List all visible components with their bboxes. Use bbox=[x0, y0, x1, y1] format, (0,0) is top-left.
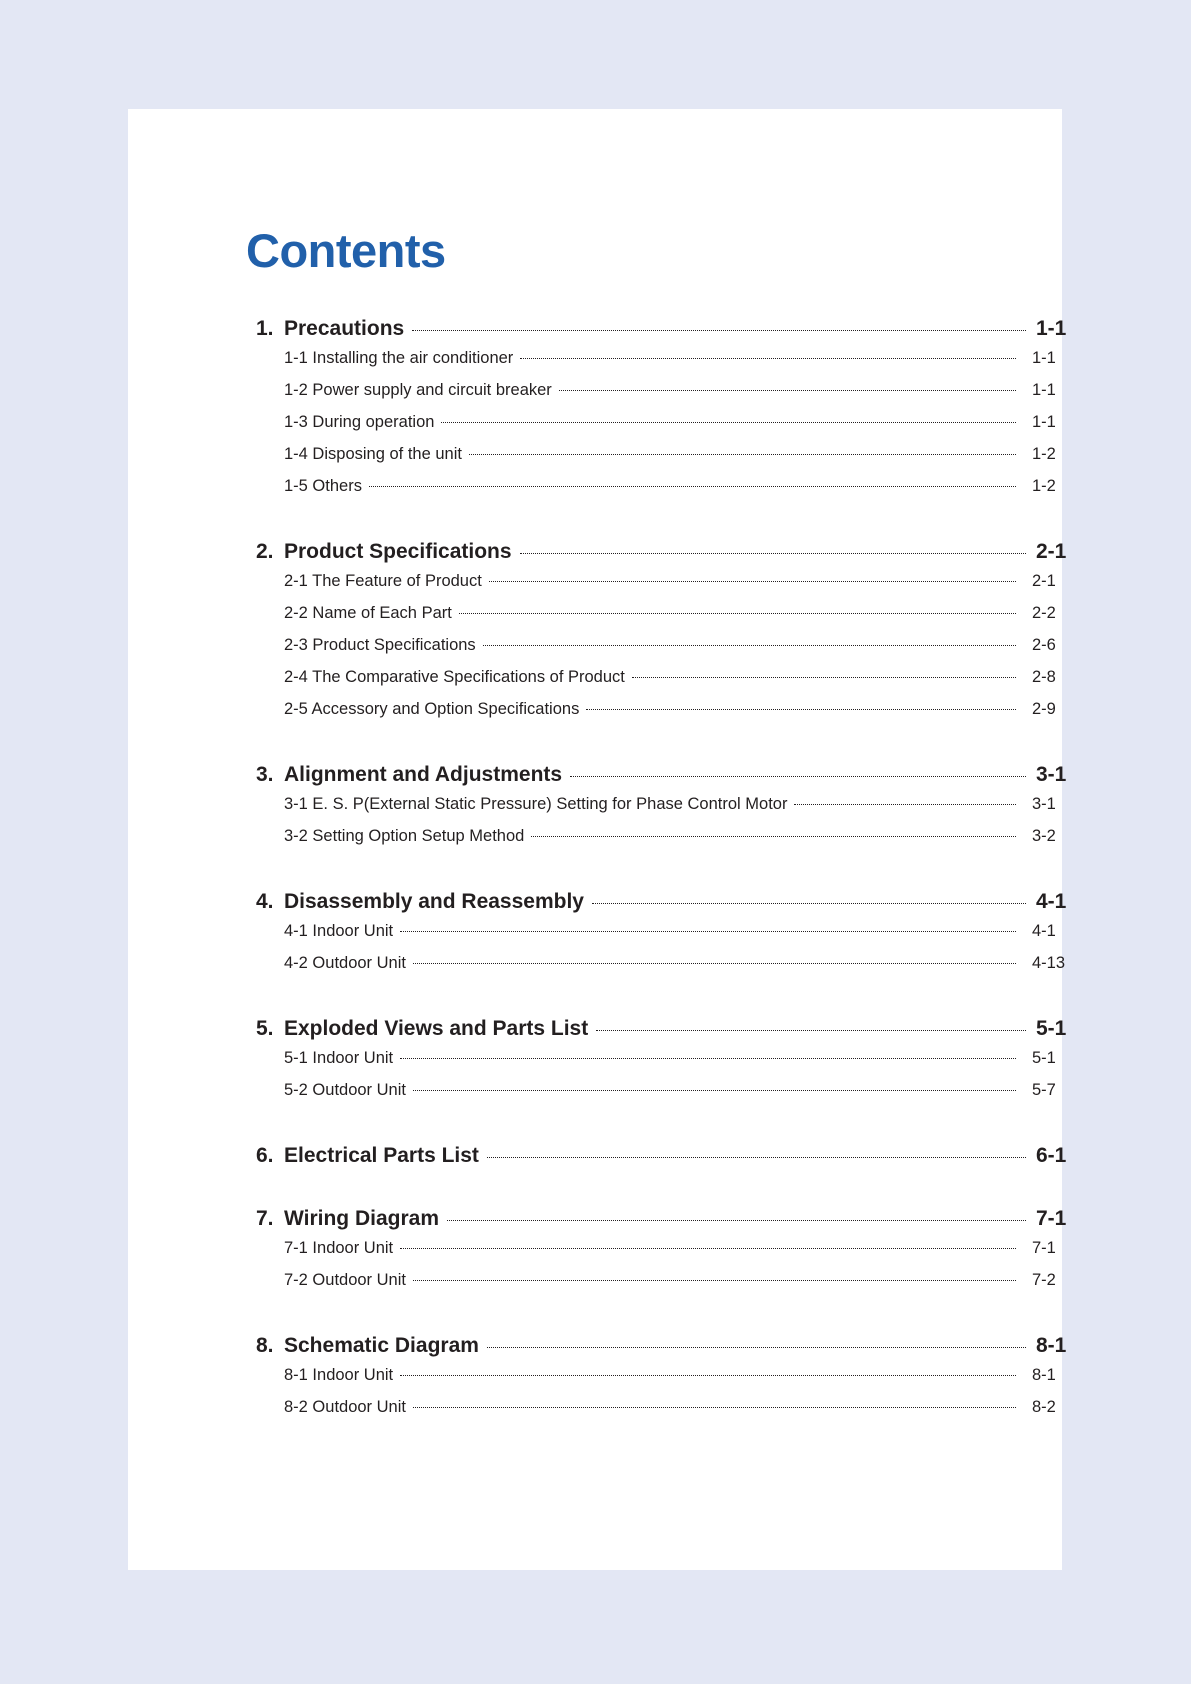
toc-subsection-entry[interactable] bbox=[256, 477, 1076, 509]
toc-section-entry[interactable] bbox=[256, 890, 1076, 922]
subsection-title: 4-2 Outdoor Unit bbox=[284, 954, 406, 972]
section-number: 8. bbox=[256, 1334, 274, 1357]
toc-section-entry[interactable] bbox=[256, 1207, 1076, 1239]
toc-subsection-entry[interactable] bbox=[256, 1049, 1076, 1081]
toc-section-entry[interactable] bbox=[256, 1144, 1076, 1176]
subsection-page-number: 2-6 bbox=[1032, 636, 1056, 654]
dot-leader bbox=[570, 776, 1026, 777]
dot-leader bbox=[413, 1407, 1016, 1408]
subsection-page-number: 7-1 bbox=[1032, 1239, 1056, 1257]
dot-leader bbox=[531, 836, 1016, 837]
section-title: Disassembly and Reassembly bbox=[284, 890, 584, 913]
subsection-page-number: 4-13 bbox=[1032, 954, 1066, 972]
table-of-contents bbox=[256, 317, 1076, 1461]
subsection-title: 1-1 Installing the air conditioner bbox=[284, 349, 514, 367]
dot-leader bbox=[441, 422, 1016, 423]
toc-subsection-entry[interactable] bbox=[256, 668, 1076, 700]
dot-leader bbox=[592, 903, 1026, 904]
toc-section-entry[interactable] bbox=[256, 1017, 1076, 1049]
toc-section bbox=[256, 317, 1076, 509]
dot-leader bbox=[413, 1090, 1016, 1091]
toc-subsection-entry[interactable] bbox=[256, 1271, 1076, 1303]
subsection-title: 5-2 Outdoor Unit bbox=[284, 1081, 406, 1099]
toc-subsection-entry[interactable] bbox=[256, 604, 1076, 636]
dot-leader bbox=[487, 1157, 1026, 1158]
subsection-page-number: 3-2 bbox=[1032, 827, 1056, 845]
subsection-title: 2-5 Accessory and Option Specifications bbox=[284, 700, 580, 718]
toc-subsection-entry[interactable] bbox=[256, 700, 1076, 732]
section-page-number: 3-1 bbox=[1036, 763, 1067, 786]
subsection-page-number: 1-2 bbox=[1032, 477, 1056, 495]
subsection-page-number: 2-8 bbox=[1032, 668, 1056, 686]
toc-section bbox=[256, 763, 1076, 859]
toc-section bbox=[256, 1207, 1076, 1303]
section-number: 2. bbox=[256, 540, 274, 563]
subsection-page-number: 8-1 bbox=[1032, 1366, 1056, 1384]
dot-leader bbox=[400, 1248, 1016, 1249]
section-page-number: 2-1 bbox=[1036, 540, 1067, 563]
dot-leader bbox=[412, 330, 1026, 331]
subsection-page-number: 1-2 bbox=[1032, 445, 1056, 463]
subsection-title: 3-1 E. S. P(External Static Pressure) Setting for Phase Control Motor bbox=[284, 795, 788, 813]
section-number: 5. bbox=[256, 1017, 274, 1040]
subsection-title: 7-2 Outdoor Unit bbox=[284, 1271, 406, 1289]
section-page-number: 1-1 bbox=[1036, 317, 1067, 340]
toc-subsection-entry[interactable] bbox=[256, 1398, 1076, 1430]
dot-leader bbox=[487, 1347, 1026, 1348]
dot-leader bbox=[586, 709, 1016, 710]
dot-leader bbox=[469, 454, 1016, 455]
dot-leader bbox=[400, 1058, 1016, 1059]
dot-leader bbox=[520, 358, 1016, 359]
section-title: Electrical Parts List bbox=[284, 1144, 479, 1167]
toc-subsection-entry[interactable] bbox=[256, 1366, 1076, 1398]
subsection-title: 8-1 Indoor Unit bbox=[284, 1366, 394, 1384]
subsection-title: 5-1 Indoor Unit bbox=[284, 1049, 394, 1067]
subsection-page-number: 8-2 bbox=[1032, 1398, 1056, 1416]
subsection-page-number: 1-1 bbox=[1032, 381, 1056, 399]
dot-leader bbox=[400, 1375, 1016, 1376]
toc-section bbox=[256, 1017, 1076, 1113]
subsection-page-number: 1-1 bbox=[1032, 349, 1056, 367]
subsection-title: 1-5 Others bbox=[284, 477, 362, 495]
section-title: Exploded Views and Parts List bbox=[284, 1017, 589, 1040]
section-number: 6. bbox=[256, 1144, 274, 1167]
section-title: Alignment and Adjustments bbox=[284, 763, 563, 786]
subsection-title: 2-1 The Feature of Product bbox=[284, 572, 482, 590]
toc-subsection-entry[interactable] bbox=[256, 922, 1076, 954]
toc-subsection-entry[interactable] bbox=[256, 954, 1076, 986]
dot-leader bbox=[447, 1220, 1026, 1221]
toc-section-entry[interactable] bbox=[256, 317, 1076, 349]
section-page-number: 6-1 bbox=[1036, 1144, 1067, 1167]
dot-leader bbox=[794, 804, 1016, 805]
dot-leader bbox=[459, 613, 1016, 614]
toc-subsection-entry[interactable] bbox=[256, 381, 1076, 413]
subsection-title: 4-1 Indoor Unit bbox=[284, 922, 394, 940]
document-page bbox=[128, 109, 1067, 1570]
toc-subsection-entry[interactable] bbox=[256, 413, 1076, 445]
toc-subsection-entry[interactable] bbox=[256, 827, 1076, 859]
subsection-title: 8-2 Outdoor Unit bbox=[284, 1398, 406, 1416]
subsection-title: 1-4 Disposing of the unit bbox=[284, 445, 462, 463]
section-title: Schematic Diagram bbox=[284, 1334, 479, 1357]
subsection-title: 2-2 Name of Each Part bbox=[284, 604, 452, 622]
section-title: Product Specifications bbox=[284, 540, 512, 563]
section-title: Precautions bbox=[284, 317, 405, 340]
dot-leader bbox=[413, 1280, 1016, 1281]
toc-subsection-entry[interactable] bbox=[256, 349, 1076, 381]
toc-subsection-entry[interactable] bbox=[256, 795, 1076, 827]
section-page-number: 8-1 bbox=[1036, 1334, 1067, 1357]
subsection-page-number: 5-1 bbox=[1032, 1049, 1056, 1067]
toc-subsection-entry[interactable] bbox=[256, 572, 1076, 604]
subsection-title: 1-2 Power supply and circuit breaker bbox=[284, 381, 552, 399]
dot-leader bbox=[520, 553, 1026, 554]
toc-section-entry[interactable] bbox=[256, 763, 1076, 795]
subsection-page-number: 2-9 bbox=[1032, 700, 1056, 718]
toc-subsection-entry[interactable] bbox=[256, 1239, 1076, 1271]
toc-section-entry[interactable] bbox=[256, 1334, 1076, 1366]
dot-leader bbox=[400, 931, 1016, 932]
toc-subsection-entry[interactable] bbox=[256, 445, 1076, 477]
page-title: Contents bbox=[246, 224, 446, 277]
toc-subsection-entry[interactable] bbox=[256, 1081, 1076, 1113]
section-page-number: 4-1 bbox=[1036, 890, 1067, 913]
toc-section bbox=[256, 1334, 1076, 1430]
subsection-page-number: 4-1 bbox=[1032, 922, 1056, 940]
subsection-title: 1-3 During operation bbox=[284, 413, 435, 431]
subsection-title: 2-4 The Comparative Specifications of Product bbox=[284, 668, 625, 686]
toc-subsection-entry[interactable] bbox=[256, 636, 1076, 668]
subsection-page-number: 3-1 bbox=[1032, 795, 1056, 813]
section-number: 7. bbox=[256, 1207, 274, 1230]
subsection-page-number: 5-7 bbox=[1032, 1081, 1056, 1099]
toc-section bbox=[256, 540, 1076, 732]
subsection-title: 3-2 Setting Option Setup Method bbox=[284, 827, 525, 845]
subsection-page-number: 2-1 bbox=[1032, 572, 1056, 590]
toc-section bbox=[256, 1144, 1076, 1176]
dot-leader bbox=[596, 1030, 1026, 1031]
dot-leader bbox=[489, 581, 1016, 582]
toc-section-entry[interactable] bbox=[256, 540, 1076, 572]
dot-leader bbox=[632, 677, 1016, 678]
section-page-number: 7-1 bbox=[1036, 1207, 1067, 1230]
subsection-title: 7-1 Indoor Unit bbox=[284, 1239, 394, 1257]
section-page-number: 5-1 bbox=[1036, 1017, 1067, 1040]
toc-section bbox=[256, 890, 1076, 986]
subsection-page-number: 1-1 bbox=[1032, 413, 1056, 431]
subsection-title: 2-3 Product Specifications bbox=[284, 636, 476, 654]
subsection-page-number: 2-2 bbox=[1032, 604, 1056, 622]
dot-leader bbox=[559, 390, 1016, 391]
dot-leader bbox=[413, 963, 1016, 964]
subsection-page-number: 7-2 bbox=[1032, 1271, 1056, 1289]
section-number: 1. bbox=[256, 317, 274, 340]
section-number: 4. bbox=[256, 890, 274, 913]
section-number: 3. bbox=[256, 763, 274, 786]
dot-leader bbox=[483, 645, 1016, 646]
dot-leader bbox=[369, 486, 1016, 487]
section-title: Wiring Diagram bbox=[284, 1207, 439, 1230]
